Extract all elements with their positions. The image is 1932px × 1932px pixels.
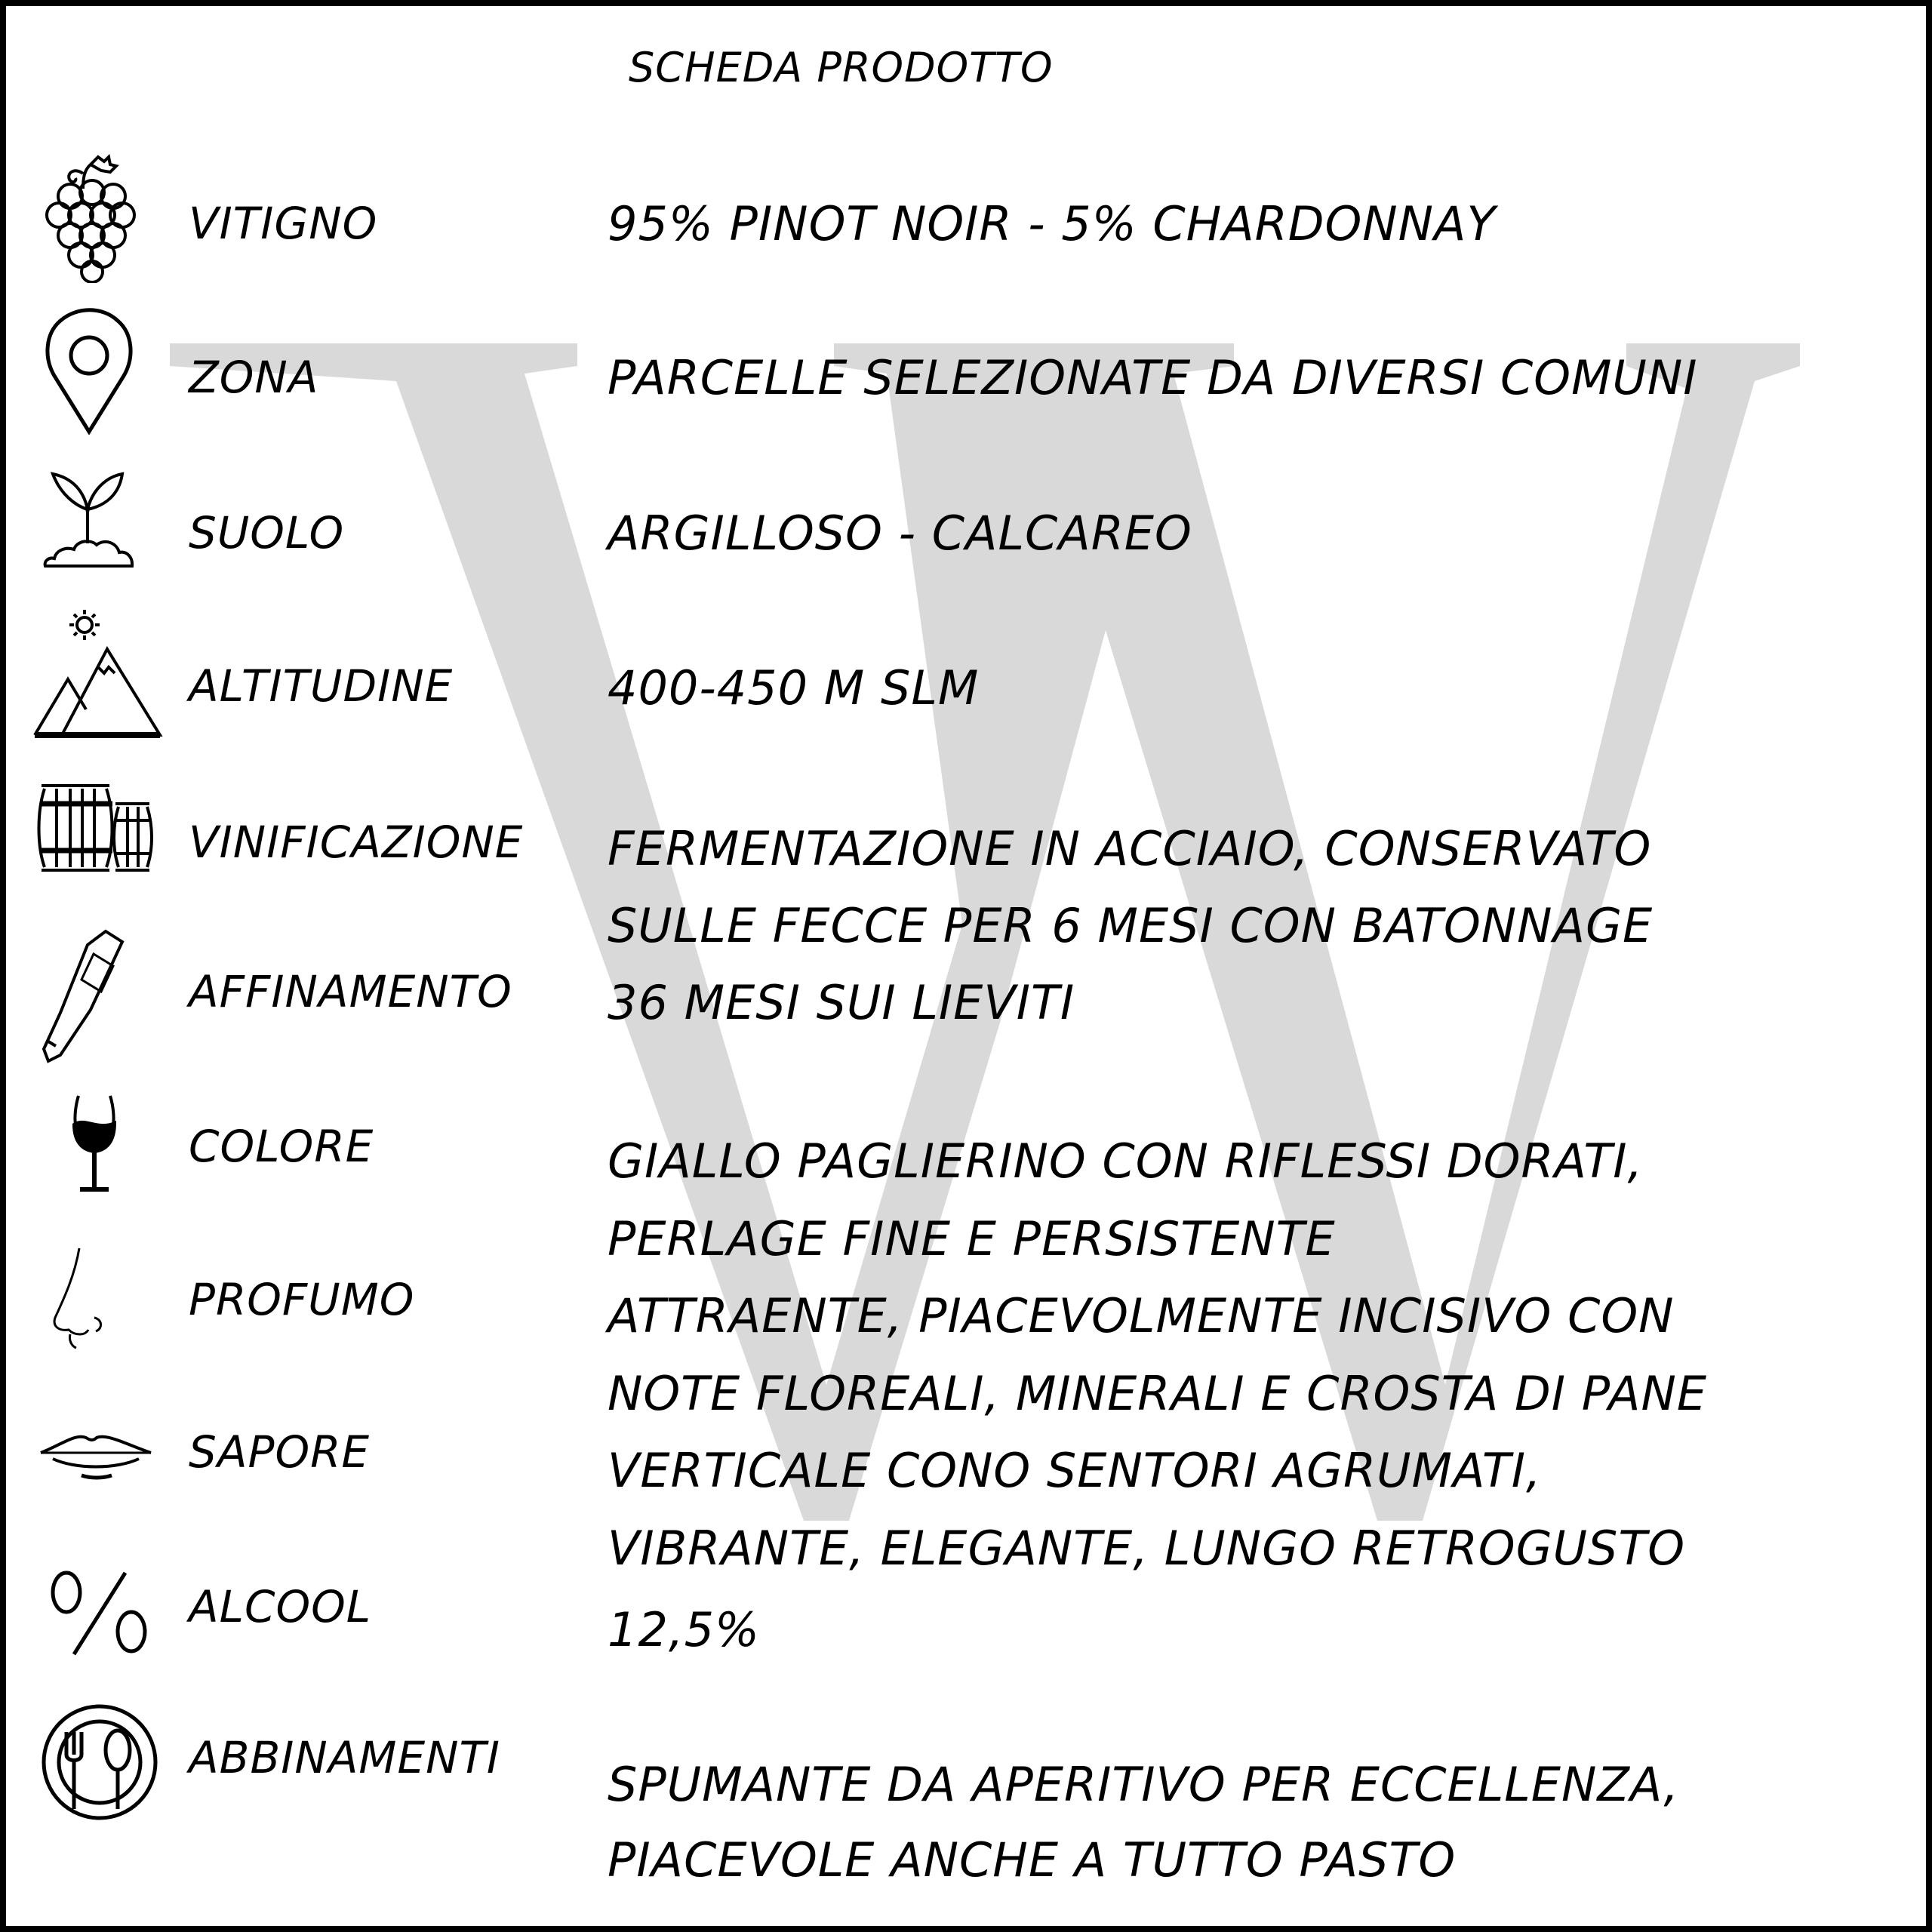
label-suolo: SUOLO (189, 507, 345, 558)
value-sapore-line-2: VIBRANTE, ELEGANTE, LUNGO RETROGUSTO (608, 1521, 1686, 1576)
plate-cutlery-icon (39, 1702, 160, 1823)
label-vinificazione: VINIFICAZIONE (189, 817, 524, 868)
grapes-icon (38, 151, 136, 283)
value-sapore-line-1: VERTICALE CONO SENTORI AGRUMATI, (608, 1443, 1542, 1498)
value-abbinamenti-line-1: SPUMANTE DA APERITIVO PER ECCELLENZA, (608, 1757, 1680, 1812)
value-vitigno: 95% PINOT NOIR - 5% CHARDONNAY (608, 196, 1497, 251)
label-vitigno: VITIGNO (189, 198, 378, 249)
label-zona: ZONA (189, 352, 319, 403)
location-pin-icon (44, 308, 134, 435)
label-abbinamenti: ABBINAMENTI (189, 1732, 501, 1783)
label-colore: COLORE (189, 1121, 374, 1172)
value-profumo-line-1: ATTRAENTE, PIACEVOLMENTE INCISIVO CON (608, 1288, 1675, 1343)
label-altitudine: ALTITUDINE (189, 660, 454, 712)
value-alcool: 12,5% (608, 1602, 760, 1657)
value-abbinamenti-line-2: PIACEVOLE ANCHE A TUTTO PASTO (608, 1832, 1457, 1887)
value-zona: PARCELLE SELEZIONATE DA DIVERSI COMUNI (608, 350, 1698, 405)
mountain-sun-icon (32, 604, 164, 740)
label-profumo: PROFUMO (189, 1274, 415, 1325)
value-suolo: ARGILLOSO - CALCAREO (608, 506, 1192, 561)
page-title: SCHEDA PRODOTTO (629, 44, 1054, 91)
sprout-icon (38, 468, 140, 570)
value-affinamento: 36 MESI SUI LIEVITI (608, 975, 1075, 1030)
barrels-icon (34, 781, 158, 875)
wine-glass-icon (68, 1093, 121, 1195)
value-profumo-line-2: NOTE FLOREALI, MINERALI E CROSTA DI PANE (608, 1366, 1708, 1421)
label-sapore: SAPORE (189, 1426, 371, 1478)
value-vinificazione-line-1: FERMENTAZIONE IN ACCIAIO, CONSERVATO (608, 821, 1652, 876)
nose-icon (49, 1245, 132, 1351)
value-altitudine: 400-450 M SLM (608, 660, 980, 715)
bottle-icon (38, 928, 128, 1064)
value-colore-line-1: GIALLO PAGLIERINO CON RIFLESSI DORATI, (608, 1134, 1644, 1189)
label-alcool: ALCOOL (189, 1581, 372, 1632)
percent-icon (44, 1570, 153, 1657)
lips-icon (38, 1430, 155, 1483)
label-affinamento: AFFINAMENTO (189, 966, 512, 1017)
value-colore-line-2: PERLAGE FINE E PERSISTENTE (608, 1211, 1336, 1266)
value-vinificazione-line-2: SULLE FECCE PER 6 MESI CON BATONNAGE (608, 898, 1654, 953)
